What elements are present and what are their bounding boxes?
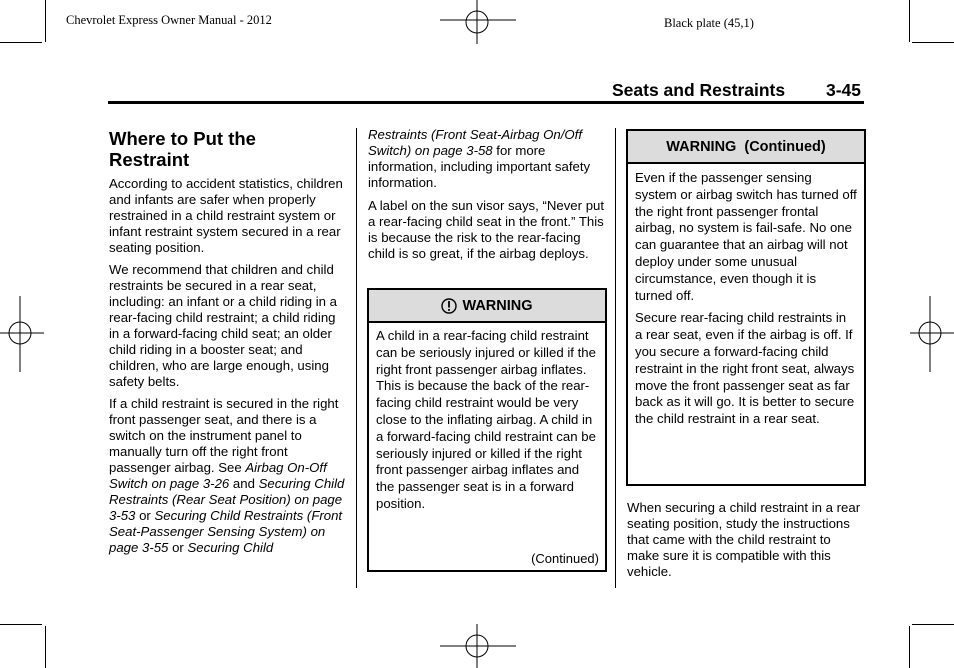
paragraph: When securing a child restraint in a rear seating position, study the instructions that came with the child restraint to make sure it is compatible with this vehicle. <box>627 500 861 579</box>
crop-mark <box>912 42 954 43</box>
column-3-text <box>627 500 861 580</box>
crop-mark <box>912 624 954 625</box>
warning-body: Even if the passenger sensing system or airbag switch has turned off the right front passenger frontal airbag, no system is fail-safe. No one can guarantee that an airbag will not deploy under some unusual circumstance, even though it is turned off. <box>635 170 857 303</box>
paragraph: According to accident statistics, children and infants are safer when properly restrained in a child restraint system or infant restraint system secured in a rear seating position. <box>109 176 343 255</box>
section-title: Seats and Restraints <box>612 80 786 100</box>
registration-mark-top <box>440 0 516 46</box>
continued-label: (Continued) <box>531 551 599 566</box>
page-heading <box>109 128 349 170</box>
cross-reference-link[interactable]: Securing Child <box>187 540 274 555</box>
cross-reference-link[interactable]: Securing Child Restraints (Front Seat-Passenger Sensing System) on page 3-55 <box>109 508 343 555</box>
page-number: 3-45 <box>826 80 862 100</box>
manual-title: Chevrolet Express Owner Manual - 2012 <box>66 13 272 27</box>
paragraph <box>109 396 349 556</box>
column-1 <box>109 128 349 556</box>
text: or <box>135 508 155 523</box>
paragraph: A label on the sun visor says, “Never put a rear-facing child seat in the front.” This is because the risk to the rear-facing child is so great, if the airbag deploys. <box>368 198 605 261</box>
column-divider <box>615 128 616 588</box>
registration-mark-left <box>0 296 46 372</box>
cross-reference-link[interactable]: Securing Child Restraints (Rear Seat Position) on page 3-53 <box>109 476 345 523</box>
heading-line: Restraint <box>109 149 190 170</box>
warning-header <box>369 290 605 323</box>
column-2 <box>368 127 608 262</box>
warning-title: WARNING (Continued) <box>666 138 826 155</box>
warning-box-continued <box>626 129 866 486</box>
cross-reference-link[interactable]: Airbag On-Off Switch on page 3-26 <box>109 460 327 491</box>
cross-reference-link[interactable]: Restraints (Front Seat-Airbag On/Off Switch) on page 3-58 <box>368 127 583 158</box>
registration-mark-bottom <box>440 624 516 668</box>
warning-box <box>367 288 607 572</box>
header-rule <box>108 101 864 104</box>
plate-label: Black plate (45,1) <box>664 16 754 30</box>
registration-mark-right <box>908 296 954 372</box>
warning-body: Secure rear-facing child restraints in a rear seat, even if the airbag is off. If you secure a forward-facing child restraint in the right front seat, always move the front passenger seat as far back as it will go. It is better to secure the child restraint in a rear seat. <box>635 310 855 427</box>
crop-mark <box>0 624 42 625</box>
exclamation-warning-icon <box>441 298 457 314</box>
crop-mark <box>0 42 42 43</box>
heading-line: Where to Put the <box>109 128 256 149</box>
crop-mark <box>909 0 910 42</box>
text: or <box>168 540 188 555</box>
crop-mark <box>45 626 46 668</box>
warning-body: A child in a rear-facing child restraint can be seriously injured or killed if the right front passenger airbag inflates. This is because the back of the rear-facing child restraint would be very close to the inflating airbag. A child in a forward-facing child restraint can be seriously injured or killed if the right front passenger airbag inflates and the passenger seat is in a forward position. <box>376 328 596 511</box>
crop-mark <box>45 0 46 42</box>
text: and <box>229 476 259 491</box>
warning-title: WARNING <box>462 297 533 314</box>
text: If a child restraint is secured in the right front passenger seat, and there is a switch on the instrument panel to manually turn off the right front passenger airbag. See <box>109 396 339 475</box>
column-divider <box>356 128 357 588</box>
paragraph <box>368 127 608 191</box>
crop-mark <box>909 626 910 668</box>
warning-header <box>628 131 864 164</box>
paragraph: We recommend that children and child restraints be secured in a rear seat, including: an infant or a child riding in a rear-facing child restraint; a child riding in a forward-facing child seat; an older child riding in a booster seat; and children, who are large enough, using safety belts. <box>109 262 337 389</box>
text: for more information, including important safety information. <box>368 143 591 190</box>
